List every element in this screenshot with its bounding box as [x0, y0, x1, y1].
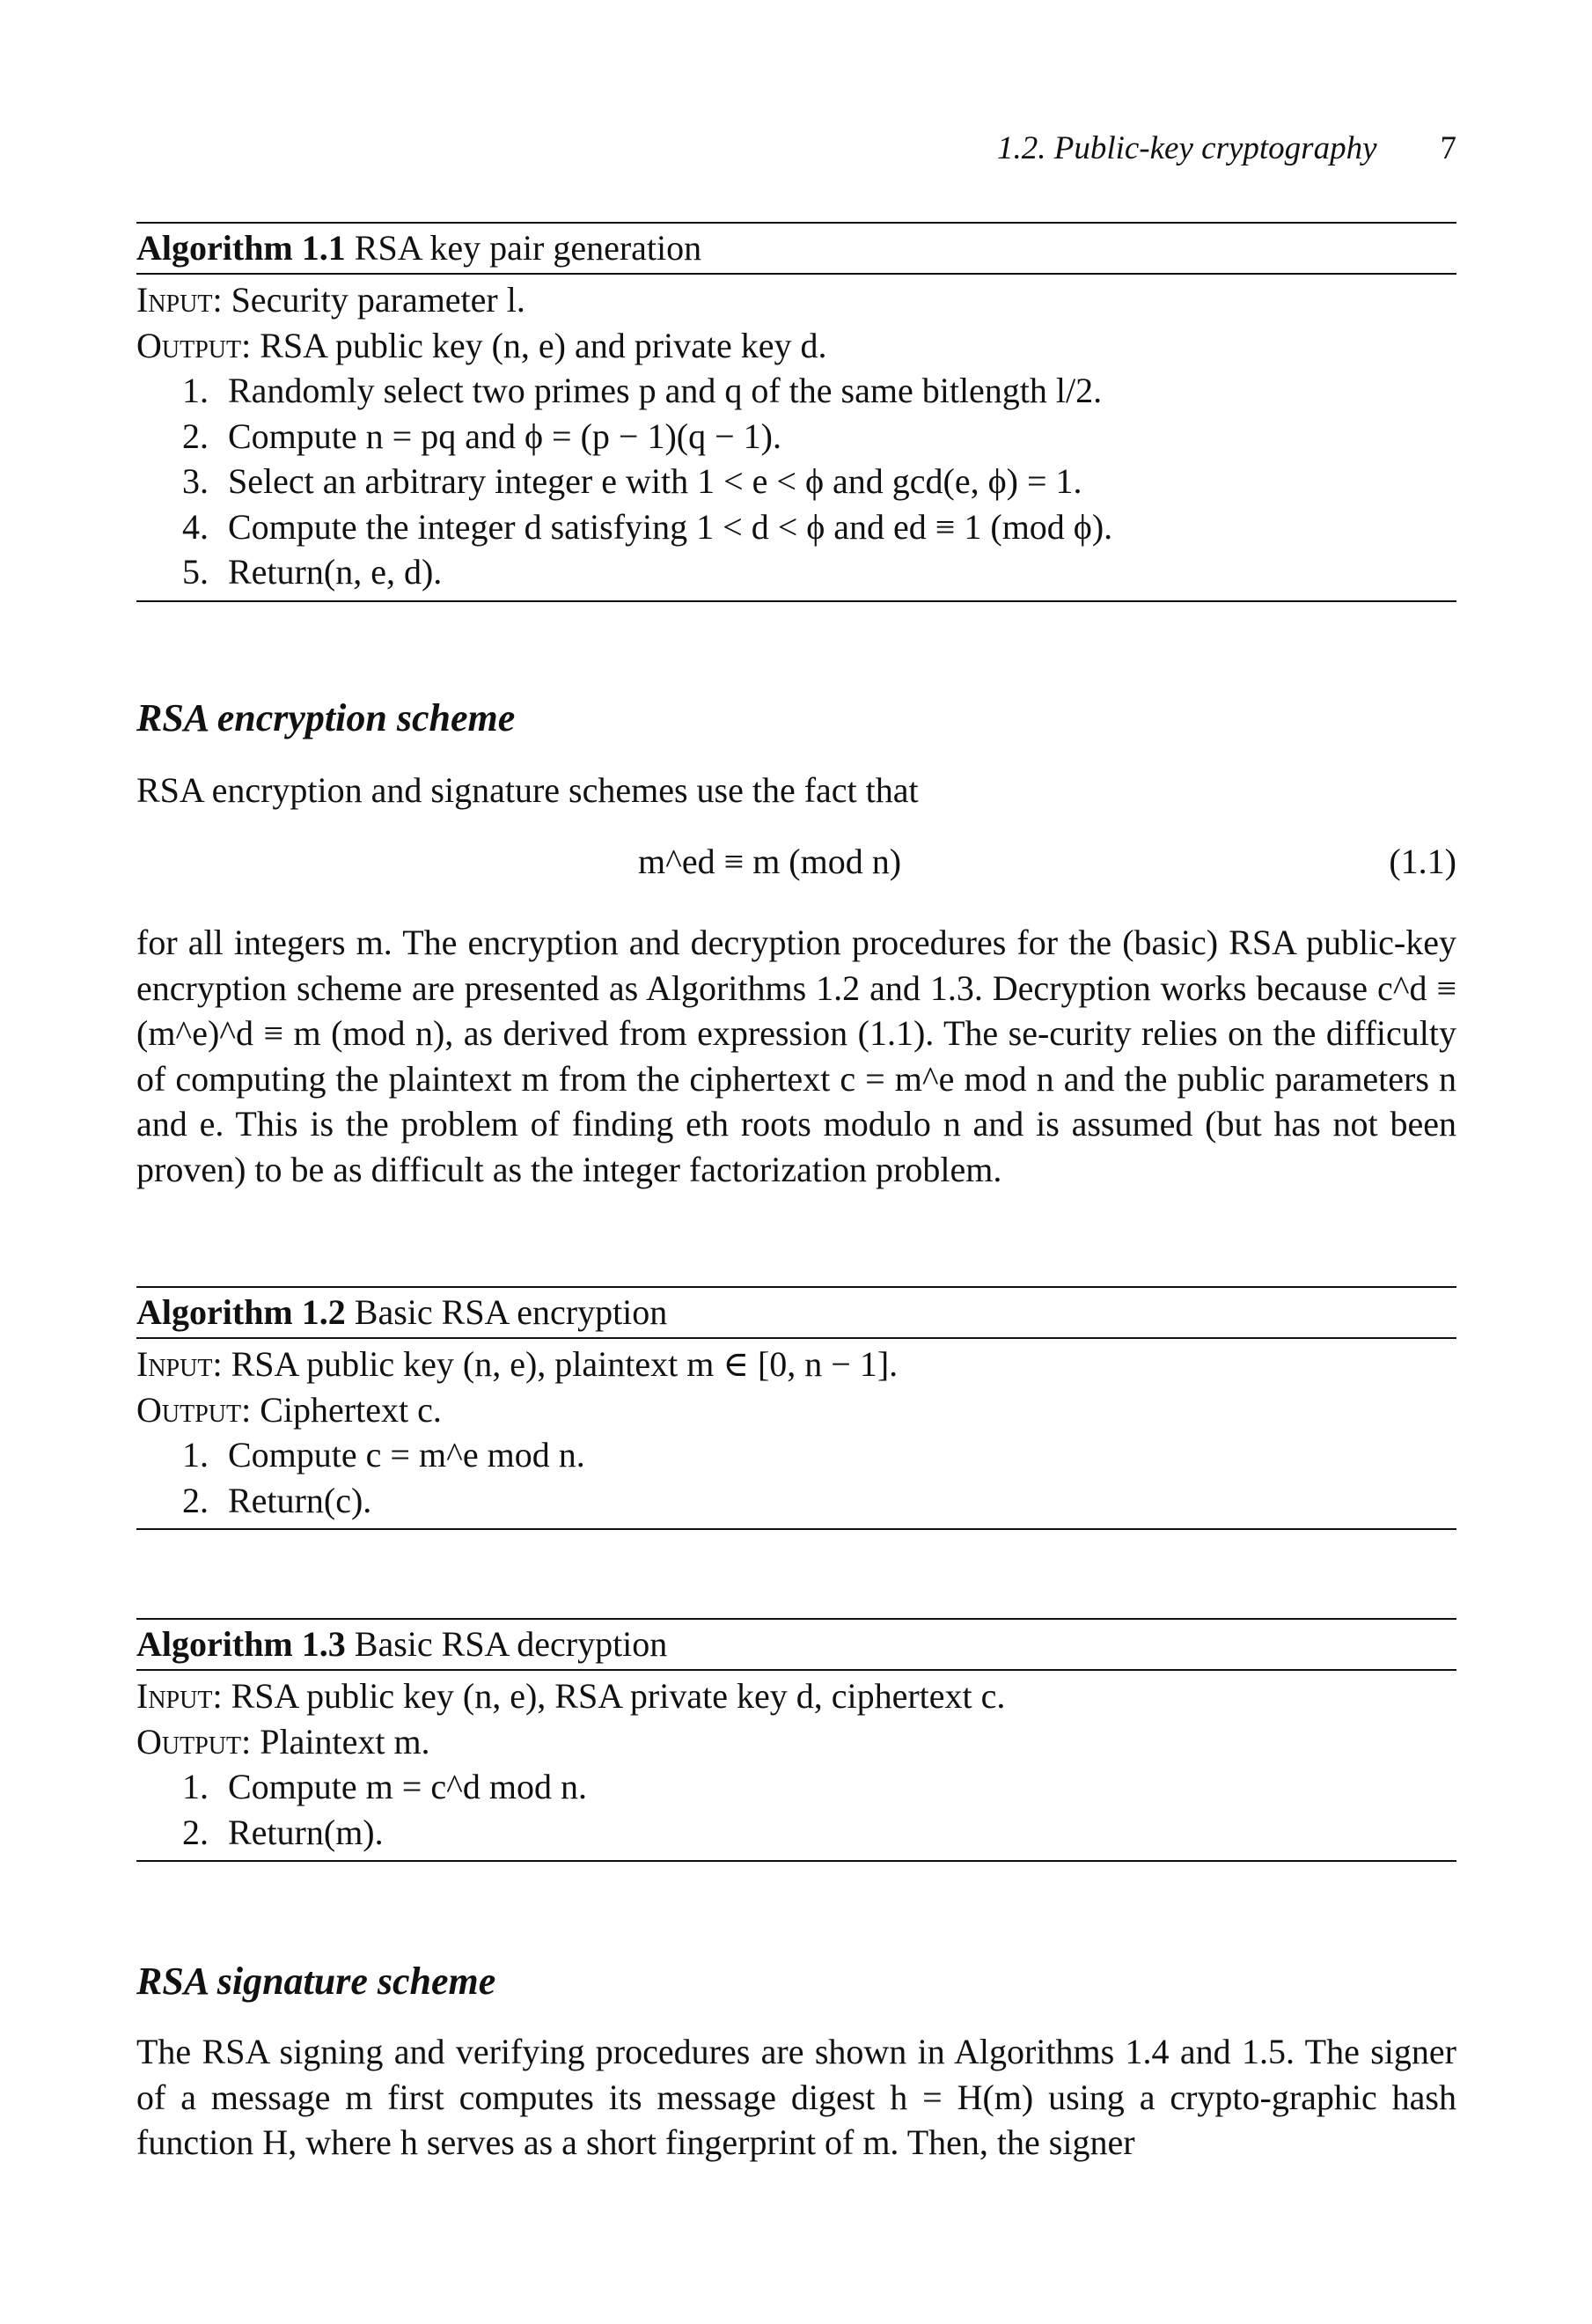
encryption-intro: RSA encryption and signature schemes use the fact that [136, 770, 919, 810]
section-heading-encryption: RSA encryption scheme [136, 696, 516, 739]
algorithm-input: Input: RSA public key (n, e), RSA private key d, ciphertext c. [136, 1676, 1006, 1716]
algorithm-output: Output: RSA public key (n, e) and private key d. [136, 325, 827, 365]
algorithm-body [136, 1339, 1456, 1528]
algorithm-1-1 [136, 222, 1456, 602]
algorithm-1-3 [136, 1618, 1456, 1862]
algorithm-bottom-rule [136, 1860, 1456, 1862]
algorithm-title: Algorithm 1.2 Basic RSA encryption [136, 1292, 668, 1332]
algorithm-input: Input: RSA public key (n, e), plaintext m ∈ [0, n − 1]. [136, 1344, 899, 1384]
encryption-paragraph: for all integers m. The encryption and decryption procedures for the (basic) RSA public-key encryption scheme are presented as Algorithms 1.2 and 1.3. Decryption works because c^d ≡ (m^e)^d ≡ m (mod n), as derived from expression (1.1). The se-curity relies on the difficulty of computing the plaintext m from the ciphertext c = m^e mod n and the public parameters n and e. This is the problem of finding eth roots modulo n and is assumed (but has not been proven) to be as difficult as the integer factorization problem. [136, 923, 1456, 1189]
algorithm-output: Output: Ciphertext c. [136, 1389, 442, 1430]
algorithm-output: Output: Plaintext m. [136, 1721, 430, 1761]
algorithm-title: Algorithm 1.3 Basic RSA decryption [136, 1624, 668, 1664]
algorithm-step: 3. Select an arbitrary integer e with 1 < e < ϕ and gcd(e, ϕ) = 1. [182, 461, 1082, 501]
algorithm-step: 2. Return(c). [182, 1480, 372, 1520]
page-number: 7 [1440, 130, 1456, 166]
algorithm-step: 4. Compute the integer d satisfying 1 < d < ϕ and ed ≡ 1 (mod ϕ). [182, 506, 1113, 547]
algorithm-body [136, 275, 1456, 600]
algorithm-bottom-rule [136, 600, 1456, 602]
running-header [997, 129, 1456, 167]
algorithm-step: 1. Randomly select two primes p and q of the same bitlength l/2. [182, 371, 1103, 410]
equation-label: (1.1) [1389, 842, 1456, 881]
section-heading-signature: RSA signature scheme [136, 1960, 496, 2003]
algorithm-input: Input: Security parameter l. [136, 280, 525, 320]
algorithm-title: Algorithm 1.1 RSA key pair generation [136, 228, 702, 268]
algorithm-body [136, 1671, 1456, 1860]
signature-paragraph: The RSA signing and verifying procedures are shown in Algorithms 1.4 and 1.5. The signer of a message m first computes its message digest h = H(m) using a crypto-graphic hash function H, where h serves as a short fingerprint of m. Then, the signer [136, 2032, 1456, 2162]
algorithm-step: 2. Compute n = pq and ϕ = (p − 1)(q − 1). [182, 416, 781, 456]
algorithm-step: 2. Return(m). [182, 1812, 384, 1852]
algorithm-step: 1. Compute m = c^d mod n. [182, 1767, 587, 1806]
algorithm-bottom-rule [136, 1528, 1456, 1530]
algorithm-step: 1. Compute c = m^e mod n. [182, 1435, 585, 1475]
running-header-section: 1.2. Public-key cryptography [996, 130, 1377, 166]
algorithm-1-2 [136, 1286, 1456, 1530]
algorithm-step: 5. Return(n, e, d). [182, 552, 443, 592]
equation-expression: m^ed ≡ m (mod n) [638, 842, 902, 881]
